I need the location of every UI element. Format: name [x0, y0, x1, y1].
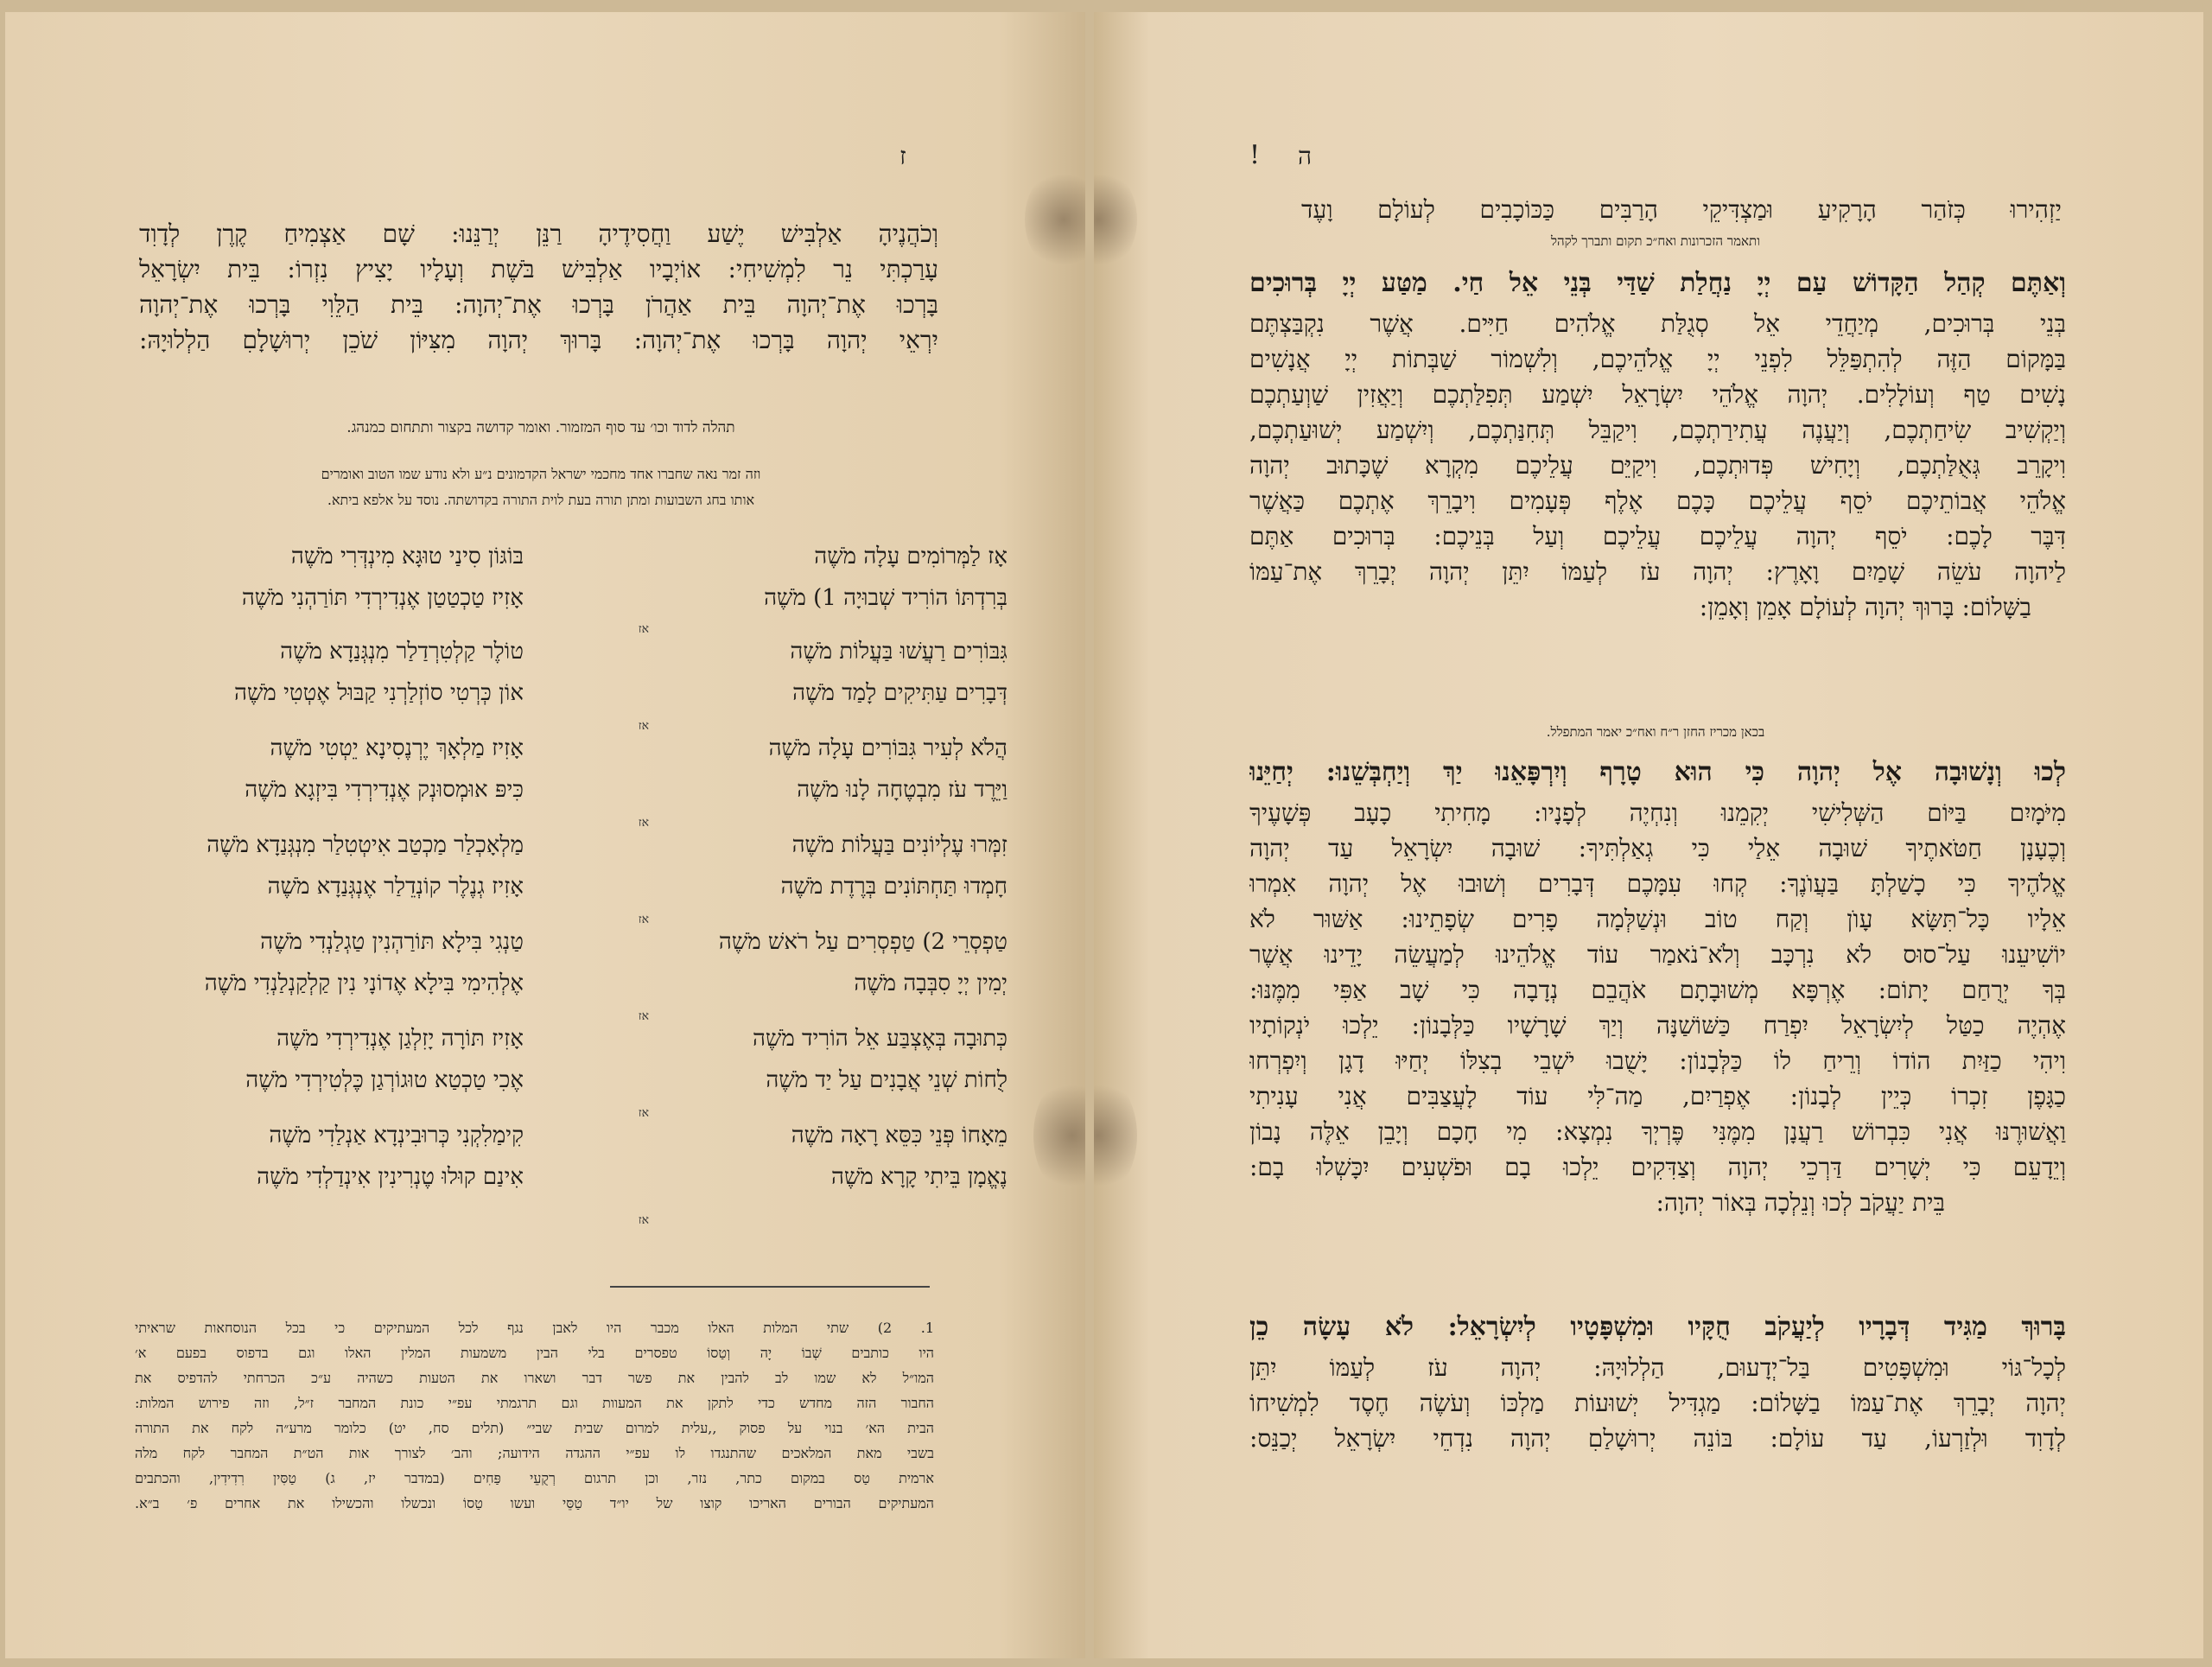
text-line: לְכָל־גּוֹי וּמִשְׁפָּטִים בַּל־יְדָעוּם, הַלְלוּיָהּ: יְהוָה עֹז לְעַמּוֹ יִתֵּן [1249, 1353, 2066, 1382]
text-line: יִרְאֵי יְהוָה בָּרְכוּ אֶת־יְהוָה: בָּרוּךְ יְהוָה מִצִּיּוֹן שֹׁכֵן יְרוּשָׁלָםִ הַלְלוּיָהּ: [139, 326, 938, 354]
poem-row [143, 676, 1007, 710]
footnote-line: המו״ל לא שמו לב להבין את פשר דבר ושארו את הטעות כשהיה ע״כ הכרחתי להדפיס את [135, 1370, 934, 1386]
text-line: נָשִׁים טַף וְעוֹלָלִים. יְהוָה אֱלֹהֵי יִשְׂרָאֵל יִשְׁמַע תְּפִלַּתְכֶם וְיַאֲזִין שַׁוְעַתְכֶם [1249, 380, 2066, 409]
poem-row [143, 1213, 1007, 1231]
top-note: ותאמר הזכרונות ואח״כ תקום ותברך לקהל [1550, 233, 1761, 249]
text-line: אֱלֹהֶיךָ כִּי כָשַׁלְתָּ בַּעֲוֺנֶךָ: קְחוּ עִמָּכֶם דְּבָרִים וְשׁוּבוּ אֶל יְהוָה אִמְרוּ [1249, 869, 2066, 898]
poem-ladino: אִינַם קוּלוּ טֶנְרִינִין אִינְדַלְדִי מֹשֶׁה [257, 1164, 524, 1190]
text-line: עָרַכְתִּי נֵר לִמְשִׁיחִי: אוֹיְבָיו אַלְבִּישׁ בֹּשֶׁת וְעָלָיו יָצִיץ נִזְרוֹ: בֵּית יִשְׂרָאֵל [139, 255, 938, 283]
poem-hebrew: כְּתוּבָה בְּאֶצְבַּע אֵל הוֹרִיד מֹשֶׁה [752, 1026, 1007, 1052]
poem-hebrew: בְּרִדְתּוֹ הוֹרִיד שְׁבוּיָה 1) מֹשֶׁה [764, 585, 1007, 611]
text-line: בָּרְכוּ אֶת־יְהוָה בֵּית אַהֲרֹן בָּרְכוּ אֶת־יְהוָה: בֵּית הַלֵּוִי בָּרְכוּ אֶת־יְהוָה [139, 290, 938, 319]
text-line: יַזְהִירוּ כְּזֹהַר הָרָקִיעַ וּמַצְדִּיקֵי הָרַבִּים כַּכּוֹכָבִים לְעוֹלָם וָעֶד [1301, 195, 2062, 224]
poem-hebrew: הֲלֹא לְעִיר גִּבּוֹרִים עָלָה מֹשֶׁה [768, 735, 1007, 761]
blessing-section [1249, 261, 2066, 625]
text-line: לַיהוָה עֹשֵׂה שָׁמַיִם וָאָרֶץ: יְהוָה עֹז לְעַמּוֹ יִתֵּן יְהוָה יְבָרֵךְ אֶת־עַמּוֹ [1249, 557, 2066, 586]
poem-row [143, 1063, 1007, 1098]
poem-row [143, 869, 1007, 904]
praise-section [1249, 1305, 2066, 1456]
poem-hebrew: טַפְסְרֵי 2) טַפְסְרִים עַל רֹאשׁ מֹשֶׁה [718, 929, 1007, 955]
text-line: יוֹשִׁיעֵנוּ עַל־סוּס לֹא נִרְכָּב וְלֹא־נֹאמַר עוֹד אֱלֹהֵינוּ לְמַעֲשֵׂה יָדֵינוּ אֲשֶׁר [1249, 940, 2066, 969]
poem-row [143, 966, 1007, 1001]
page-number: ז [899, 142, 906, 170]
intro-line: אותו בחג השבועות ומתן תורה בעת לוית התורה בקדושתה. נוסד על אלפא ביתא. [327, 492, 755, 508]
poem-row [143, 816, 1007, 862]
text-line: בְּנֵי בְּרוּכִים, מְיַחֲדֵי אֵל סְגֻלַּת אֱלֹהִים חַיִּים. אֲשֶׁר נִקְבַּצְתֶּם [1249, 309, 2066, 338]
poem-ladino: אֶלְהִימִי בִּילָא אֶדוֹנָי נִין קַלְקַנְלַנְדִי מֹשֶׁה [204, 970, 524, 996]
refrain-marker: אז [638, 1009, 649, 1023]
text-line: בַּמָּקוֹם הַזֶּה לְהִתְפַּלֵּל לִפְנֵי יְיָ אֱלֹהֵיכֶם, וְלִשְׁמוֹר שַׁבְּתוֹת יְיָ אֲנָשִׁים [1249, 345, 2066, 373]
poem-row [143, 773, 1007, 807]
page-stain [1033, 1075, 1085, 1196]
page-stain [1025, 168, 1085, 271]
refrain-marker: אז [638, 719, 649, 733]
poem-intro [187, 461, 895, 513]
refrain-marker: אז [638, 1106, 649, 1120]
footnote-line: החבור הזה מחדש כדי לתקן את המעוות וגם תרגמתי עפ״י כונת המחבר ז״ל, וזה פירוש המלות: [135, 1395, 934, 1411]
poem-ladino: בּוֹגּוֹן סִינַי טוּגָּא מִינְדְּרִי מֹשֶׁה [290, 544, 524, 569]
intro-line: וזה זמר נאה שחברו אחד מחכמי ישראל הקדמונים נ״ע ולא נודע שמו הטוב ואומרים [321, 466, 761, 482]
poem-row [143, 539, 1007, 574]
poem-ladino: אָזִיז מַלְאָךְ יֶרְנֶסִינָא יֵטְטִי מֹשֶׁה [270, 735, 524, 761]
text-line: לְדָוִד וּלְזַרְעוֹ, עַד עוֹלָם: בּוֹנֵה יְרוּשָׁלַםִ יְהוָה נִדְחֵי יִשְׂרָאֵל יְכַנֵּס: [1249, 1424, 2066, 1453]
refrain-marker: אז [638, 1213, 649, 1227]
footnote-line: 1. 2) שתי המלות האלו מכבר היו לאבן נגף לכל המעתיקים כי בכל הנוסחאות שראיתי [135, 1320, 934, 1336]
poem-row [143, 913, 1007, 959]
text-line: וִיהִי כַזַּיִת הוֹדוֹ וְרֵיחַ לוֹ כַּלְּבָנוֹן: יָשֻׁבוּ יֹשְׁבֵי בְצִלּוֹ יְחַיּוּ דָגָן וְיִפְרְחוּ [1249, 1047, 2066, 1075]
poem-row [143, 1160, 1007, 1194]
poem-ladino: כִּיפּ אוּמְסוּנְק אֶנְדִירְדִי בִּיזְגָא מֹשֶׁה [245, 777, 524, 803]
page-stain [1094, 1075, 1137, 1196]
poem-hebrew: זִמְּרוּ עֶלְיוֹנִים בַּעֲלוֹת מֹשֶׁה [791, 832, 1007, 858]
poem-hebrew: גִּבּוֹרִים רַעֲשׁוּ בַּעֲלוֹת מֹשֶׁה [790, 639, 1007, 665]
text-line: אֱלֹהֵי אֲבוֹתֵיכֶם יֹסֵף עֲלֵיכֶם כָּכֶם אֶלֶף פְּעָמִים וִיבָרֵךְ אֶתְכֶם כַּאֲשֶׁר [1249, 487, 2066, 515]
footnote-line: ארמית טַס במקום כתר, נזר, וכן תרגום רְקֻעֵי פַּחִים (במדבר יז, ג) טַסִּין רִדִידִין, והכתבים [135, 1470, 934, 1486]
poem-hebrew: יְמִין יְיָ סִבְּבָה מֹשֶׁה [854, 970, 1007, 996]
poem-hebrew: וַיֵּרֶד עֹז מִבְטֶחָה לָנוּ מֹשֶׁה [797, 777, 1007, 803]
poem-hebrew: מֵאָחוֹ פְּנֵי כִּסֵּא רָאָה מֹשֶׁה [791, 1123, 1007, 1148]
poem-ladino: אָזִיז טַכְטַטַן אֶנְדִירְדִי תּוֹרַהְנִי מֹשֶׁה [241, 585, 524, 611]
poem-hebrew: דְּבָרִים עַתִּיקִים לָמַד מֹשֶׁה [792, 680, 1007, 706]
poem-row [143, 719, 1007, 766]
poem-row [143, 581, 1007, 615]
text-line: מִיֹּמָיִם בַּיּוֹם הַשְּׁלִישִׁי יְקִמֵנוּ וְנִחְיֶה לְפָנָיו: מָחִיתִי כָעָב פְּשָׁעֶיךָ [1249, 799, 2066, 827]
section-note: בכאן מכריז החזן ר״ח ואח״כ יאמר המתפלל. [1546, 724, 1765, 740]
footnote-rule [610, 1286, 930, 1288]
footnote-line: הבית הא׳ בנוי על פסוק ,,עלית למרום שבית שבי״ (תלים סח, יט) כלומר מרע״ה לקח את התורה [135, 1420, 934, 1436]
poem-hebrew: לֻחוֹת שְׁנֵי אֲבָנִים עַל יַד מֹשֶׁה [766, 1067, 1007, 1093]
refrain-marker: אז [638, 816, 649, 830]
poem-ladino: אֶכִי טַכְטַא טוּגוֹרְגַן כֶּלְטִירְדִי מֹשֶׁה [245, 1067, 524, 1093]
refrain-marker: אז [638, 622, 649, 636]
text-line: דִּבֶּר לָכֶם: יֹסֵף יְהוָה עֲלֵיכֶם עֲלֵיכֶם וְעַל בְּנֵיכֶם: בְּרוּכִים אַתֶּם [1249, 522, 2066, 550]
text-line: בְּךָ יְרֻחַם יָתוֹם: אֶרְפָּא מְשׁוּבָתָם אֹהֲבֵם נְדָבָה כִּי שָׁב אַפִּי מִמֶּנּוּ: [1249, 976, 2066, 1004]
page-stain [1094, 168, 1137, 271]
poem-ladino: קִימַלִקְנִי כְּרוּבִינְדָא אַנְלַדִי מֹשֶׁה [269, 1123, 524, 1148]
text-line: וַאֲשׁוּרֶנּוּ אֲנִי כִּבְרוֹשׁ רַעֲנָן מִמֶּנִּי פֶּרְיְךָ נִמְצָא: מִי חָכָם וְיָבֵן אֵלֶּה נָבוֹן [1249, 1117, 2066, 1146]
footnotes [135, 1315, 934, 1516]
poem-ladino: מַלְאָכְלַר מַכְטַב אִיטְטִלַר מִנְגְּנַדָא מֹשֶׁה [207, 832, 524, 858]
left-page [5, 12, 1085, 1658]
poem-row [143, 1106, 1007, 1153]
repentance-section [1249, 750, 2066, 1220]
poem-hebrew: נֶאֱמָן בֵּיתִי קָרָא מֹשֶׁה [831, 1164, 1007, 1190]
footnote-line: בשבי מאת המלאכים שהתנגדו לו עפ״י ההגדה הידועה; והב׳ לצורך אות הט״ת המחבר לקח מלה [135, 1445, 934, 1461]
text-line: כַגָּפֶן זִכְרוֹ כְּיֵין לְבָנוֹן: אֶפְרַיִם, מַה־לִּי עוֹד לָעֲצַבִּים אֲנִי עָנִיתִי [1249, 1082, 2066, 1110]
text-line: בֵּית יַעֲקֹב לְכוּ וְנֵלְכָה בְּאוֹר יְהוָה: [1656, 1188, 1945, 1217]
text-line: בַשָּׁלוֹם: בָּרוּךְ יְהוָה לְעוֹלָם אָמֵן וְאָמֵן: [1699, 593, 2031, 621]
text-line: אֶהְיֶה כַטַּל לְיִשְׂרָאֵל יִפְרַח כַּשּׁוֹשַׁנָּה וְיַךְ שָׁרָשָׁיו כַּלְּבָנוֹן: יֵלְכוּ יֹנְקוֹתָיו [1249, 1011, 2066, 1040]
text-line: אֵלָיו כָּל־תִּשָּׂא עָוֺן וְקַח טוֹב וּנְשַׁלְּמָה פָרִים שְׂפָתֵינוּ: אַשּׁוּר לֹא [1249, 905, 2066, 933]
poem-ladino: אָזִיז תּוֹרָה יָזִלְגַן אֶנְדִירְדִי מֹשֶׁה [276, 1026, 524, 1052]
section-opening: לְכוּ וְנָשׁוּבָה אֶל יְהוָה כִּי הוּא טָרָף וְיִרְפָּאֵנוּ יַךְ וְיַחְבְּשֵׁנוּ: יְחַיֵּנוּ [1249, 757, 2066, 787]
poem-hebrew: אָז לַמְּרוֹמִים עָלָה מֹשֶׁה [814, 544, 1007, 569]
refrain-marker: אז [638, 913, 649, 926]
poem-ladino: טוֹלֶר קַלְטִרְדַלַר מִנְגְּנַדָא מֹשֶׁה [280, 639, 524, 665]
poem-row [143, 1009, 1007, 1056]
poem-ladino: אוֹן כְּרְטִי סוֹזְלַרְנִי קַבּוּל אֶטְטִי מֹשֶׁה [234, 680, 524, 706]
text-line: וְיַקְשִׁיב שִׂיחַתְכֶם, וְיַעֲנֶה עֲתִירַתְכֶם, וִיקַבֵּל תְּחִנַּתְכֶם, וְיִשְׁמַע יְשׁוּעַתְכֶם, [1249, 416, 2066, 444]
poem-ladino: טַנְגִי בִּילָא תּוֹרַהְנִין טַגְלַנְדִי מֹשֶׁה [260, 929, 524, 955]
text-line: יְהוָה יְבָרֵךְ אֶת־עַמּוֹ בַשָּׁלוֹם: מַגְדִּיל יְשׁוּעוֹת מַלְכּוֹ וְעֹשֶׂה חֶסֶד לִמְשִׁיחוֹ [1249, 1389, 2066, 1417]
footnote-line: המעתיקים הבורים האריכו קוצו של יו״ד טַסֵּי ועשו טַסוֹ ונכשלו והכשילו את אחרים פ׳ ב״א. [135, 1495, 934, 1511]
right-page [1094, 12, 2203, 1658]
text-line: וִיקָרֵב גְּאֻלַּתְכֶם, וְיָחִישׁ פְּדוּתְכֶם, וִיקַיֵּם עֲלֵיכֶם מִקְרָא שֶׁכָּתוּב יְהוָה [1249, 451, 2066, 480]
acrostic-poem [143, 539, 1007, 1291]
section-opening: וְאַתֶּם קְהַל הַקָּדוֹשׁ עַם יְיָ נַחֲלַת שַׁדַּי בְּנֵי אֵל חַי. מַטַּע יְיָ בְּרוּכִים [1249, 268, 2066, 298]
text-line: וְכֹהֲנֶיהָ אַלְבִּישׁ יֶשַׁע וַחֲסִידֶיהָ רַנֵּן יְרַנֵּנוּ: שָׁם אַצְמִיחַ קֶרֶן לְדָוִד [139, 220, 938, 248]
text-line: וְיֵדָעֵם כִּי יְשָׁרִים דַּרְכֵי יְהוָה וְצַדִּקִים יֵלְכוּ בָם וּפֹשְׁעִים יִכָּשְׁלוּ בָם: [1249, 1153, 2066, 1181]
section-opening: בָּרוּךְ מַגִּיד דְּבָרָיו לְיַעֲקֹב חֻקָּיו וּמִשְׁפָּטָיו לְיִשְׂרָאֵל: לֹא עָשָׂה כֵן [1249, 1312, 2066, 1342]
page-number: ה [1298, 142, 1313, 170]
top-verse [1301, 192, 2062, 227]
instruction-note: תהלה לדוד וכו׳ עד סוף המזמור. ואומר קדושה בקצור ותתחום כמנהג. [346, 419, 735, 436]
margin-mark: ! [1249, 140, 1261, 170]
psalm-text [139, 216, 938, 358]
poem-ladino: אָזִיז גְנֶלֶר קוֹנְדֵלַר אֶנְגְּנַדָא מֹשֶׁה [267, 874, 524, 900]
poem-hebrew: חָמְדוּ תַּחְתּוֹנִים בְּרֶדֶת מֹשֶׁה [780, 874, 1007, 900]
footnote-line: היו כותבים שְׁבוֹ יָה וְטַסוֹ טפסרים בלי הבין משמעות המלין האלו וגם בדפוס בפעם א׳ [135, 1345, 934, 1361]
poem-row [143, 622, 1007, 669]
text-line: וְכֶעָנָן חַטֹּאתֶיךָ שׁוּבָה אֵלַי כִּי גְאַלְתִּיךָ: שׁוּבָה יִשְׂרָאֵל עַד יְהוָה [1249, 834, 2066, 862]
